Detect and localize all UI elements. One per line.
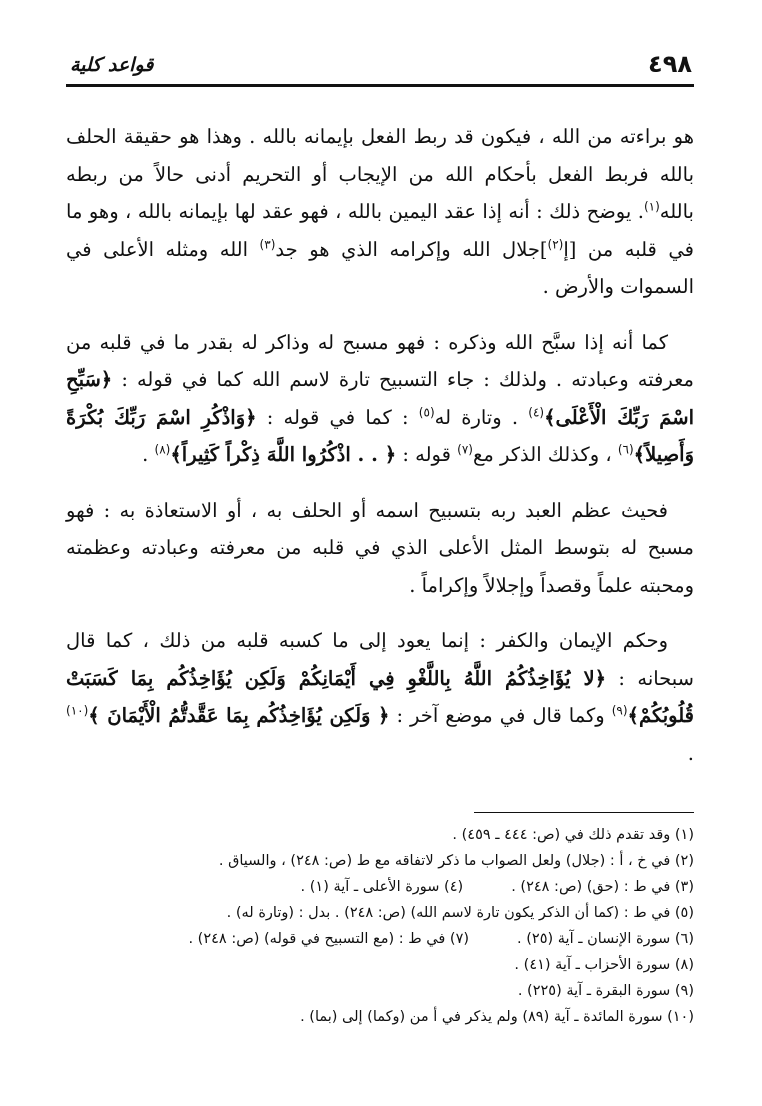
text-run: هو براءته من الله ، فيكون قد ربط الفعل بإيمانه بالله . وهذا هو حقيقة الحلف بالله فربط الفعل بأحكام الله من الإيجاب أو التحريم أدنى حالاً من ربطه بالله xyxy=(66,125,694,223)
footnote-row-3-4 xyxy=(66,874,694,900)
footnote-7: (٧) في ط : (مع التسبيح في قوله) (ص: ٢٤٨) . xyxy=(188,931,470,947)
footnote-9: (٩) سورة البقرة ـ آية (٢٢٥) . xyxy=(517,983,694,999)
text-run: كما أنه إذا سبَّح الله وذكره : فهو مسبح له وذاكر له بقدر ما في قلبه من معرفته وعبادته . ولذلك : جاء التسبيح تارة لاسم الله كما في قوله : xyxy=(66,330,694,391)
footnote-2: (٢) في خ ، أ : (جلال) ولعل الصواب ما ذكر لاتفاقه مع ط (ص: ٢٤٨) ، والسياق . xyxy=(218,853,694,869)
footnote-ref: (٥) xyxy=(418,405,435,419)
footnote-ref: (٨) xyxy=(154,442,171,457)
footnote-separator xyxy=(474,812,694,813)
text-run: قوله : xyxy=(396,443,458,466)
text-run: . xyxy=(687,741,694,765)
footnote-row-6-7 xyxy=(66,926,694,952)
footnote-ref: (١) xyxy=(643,199,660,214)
text-run: الله ومثله الأعلى في السموات والأرض . xyxy=(66,237,694,298)
text-run: . يوضح ذلك : أنه إذا عقد اليمين بالله ، فهو عقد لها بإيمانه بالله ، وهو ما في قلبه من [إ xyxy=(66,200,694,261)
text-run: وحكم الإيمان والكفر : إنما يعود إلى ما كسبه قلبه من ذلك ، كما قال سبحانه : xyxy=(66,629,694,690)
footnote-6: (٦) سورة الإنسان ـ آية (٢٥) . xyxy=(517,931,694,947)
text-run: وكما قال في موضع آخر : xyxy=(389,704,612,727)
page-header xyxy=(66,44,694,87)
footnote-ref: (١٠) xyxy=(66,703,89,718)
footnote-8: (٨) سورة الأحزاب ـ آية (٤١) . xyxy=(514,957,694,973)
text-run: . xyxy=(142,443,155,466)
quran-quote: ﴿وَاذْكُرِ اسْمَ رَبِّكَ بُكْرَةً وَأَصِيلاً﴾ xyxy=(66,405,694,466)
text-run: . وتارة له xyxy=(434,405,529,429)
quran-quote: ﴿لا يُؤَاخِذُكُمُ اللَّهُ بِاللَّغْوِ فِي أَيْمَانِكُمْ وَلَكِن يُؤَاخِذُكُم بِمَا كَسَبَتْ قُلُوبُكُمْ﴾ xyxy=(66,666,694,727)
quran-quote: ﴿ . . اذْكُرُوا اللَّهَ ذِكْراً كَثِيراً﴾ xyxy=(170,443,397,466)
paragraph-3 xyxy=(66,492,694,605)
footnote-1: (١) وقد تقدم ذلك في (ص: ٤٤٤ ـ ٤٥٩) . xyxy=(452,827,694,843)
footnote-ref: (٦) xyxy=(617,442,634,457)
page-number: ٤٩٨ xyxy=(648,50,692,78)
main-text xyxy=(66,118,694,790)
footnotes xyxy=(66,822,694,1030)
text-run: ، وكذلك الذكر مع xyxy=(472,443,618,466)
footnote-ref: (٩) xyxy=(611,703,628,718)
footnote-3: (٣) في ط : (حق) (ص: ٢٤٨) . xyxy=(511,879,694,895)
running-title: قواعد كلية xyxy=(70,54,154,76)
quran-quote: ﴿سَبِّحِ اسْمَ رَبِّكَ الْأَعْلَى﴾ xyxy=(66,368,695,429)
paragraph-1 xyxy=(66,118,694,306)
footnote-ref: (٢) xyxy=(547,237,564,251)
footnote-5: (٥) في ط : (كما أن الذكر يكون تارة لاسم الله) (ص: ٢٤٨) . بدل : (وتارة له) . xyxy=(226,905,694,921)
footnote-ref: (٤) xyxy=(528,405,545,419)
footnote-4: (٤) سورة الأعلى ـ آية (١) . xyxy=(300,879,464,895)
paragraph-4 xyxy=(66,622,694,772)
footnote-ref: (٣) xyxy=(259,237,276,251)
paragraph-2 xyxy=(66,324,694,474)
footnote-ref: (٧) xyxy=(457,442,473,457)
text-run: فحيث عظم العبد ربه بتسبيح اسمه أو الحلف به ، أو الاستعاذة به : فهو مسبح له بتوسط المثل الأعلى الذي في قلبه من معرفته وعبادته وعظمته ومحبته علماً وقصداً وإجلالاً وإكراماً . xyxy=(66,498,694,597)
text-run: ]جلال الله وإكرامه الذي هو جد xyxy=(275,237,548,261)
text-run: : كما في قوله : xyxy=(256,405,419,429)
footnote-10: (١٠) سورة المائدة ـ آية (٨٩) ولم يذكر في أ من (وكما) إلى (بما) . xyxy=(300,1009,694,1025)
quran-quote: ﴿ وَلَكِن يُؤَاخِذُكُم بِمَا عَقَّدتُّمُ الْأَيْمَانَ ﴾ xyxy=(88,704,390,727)
